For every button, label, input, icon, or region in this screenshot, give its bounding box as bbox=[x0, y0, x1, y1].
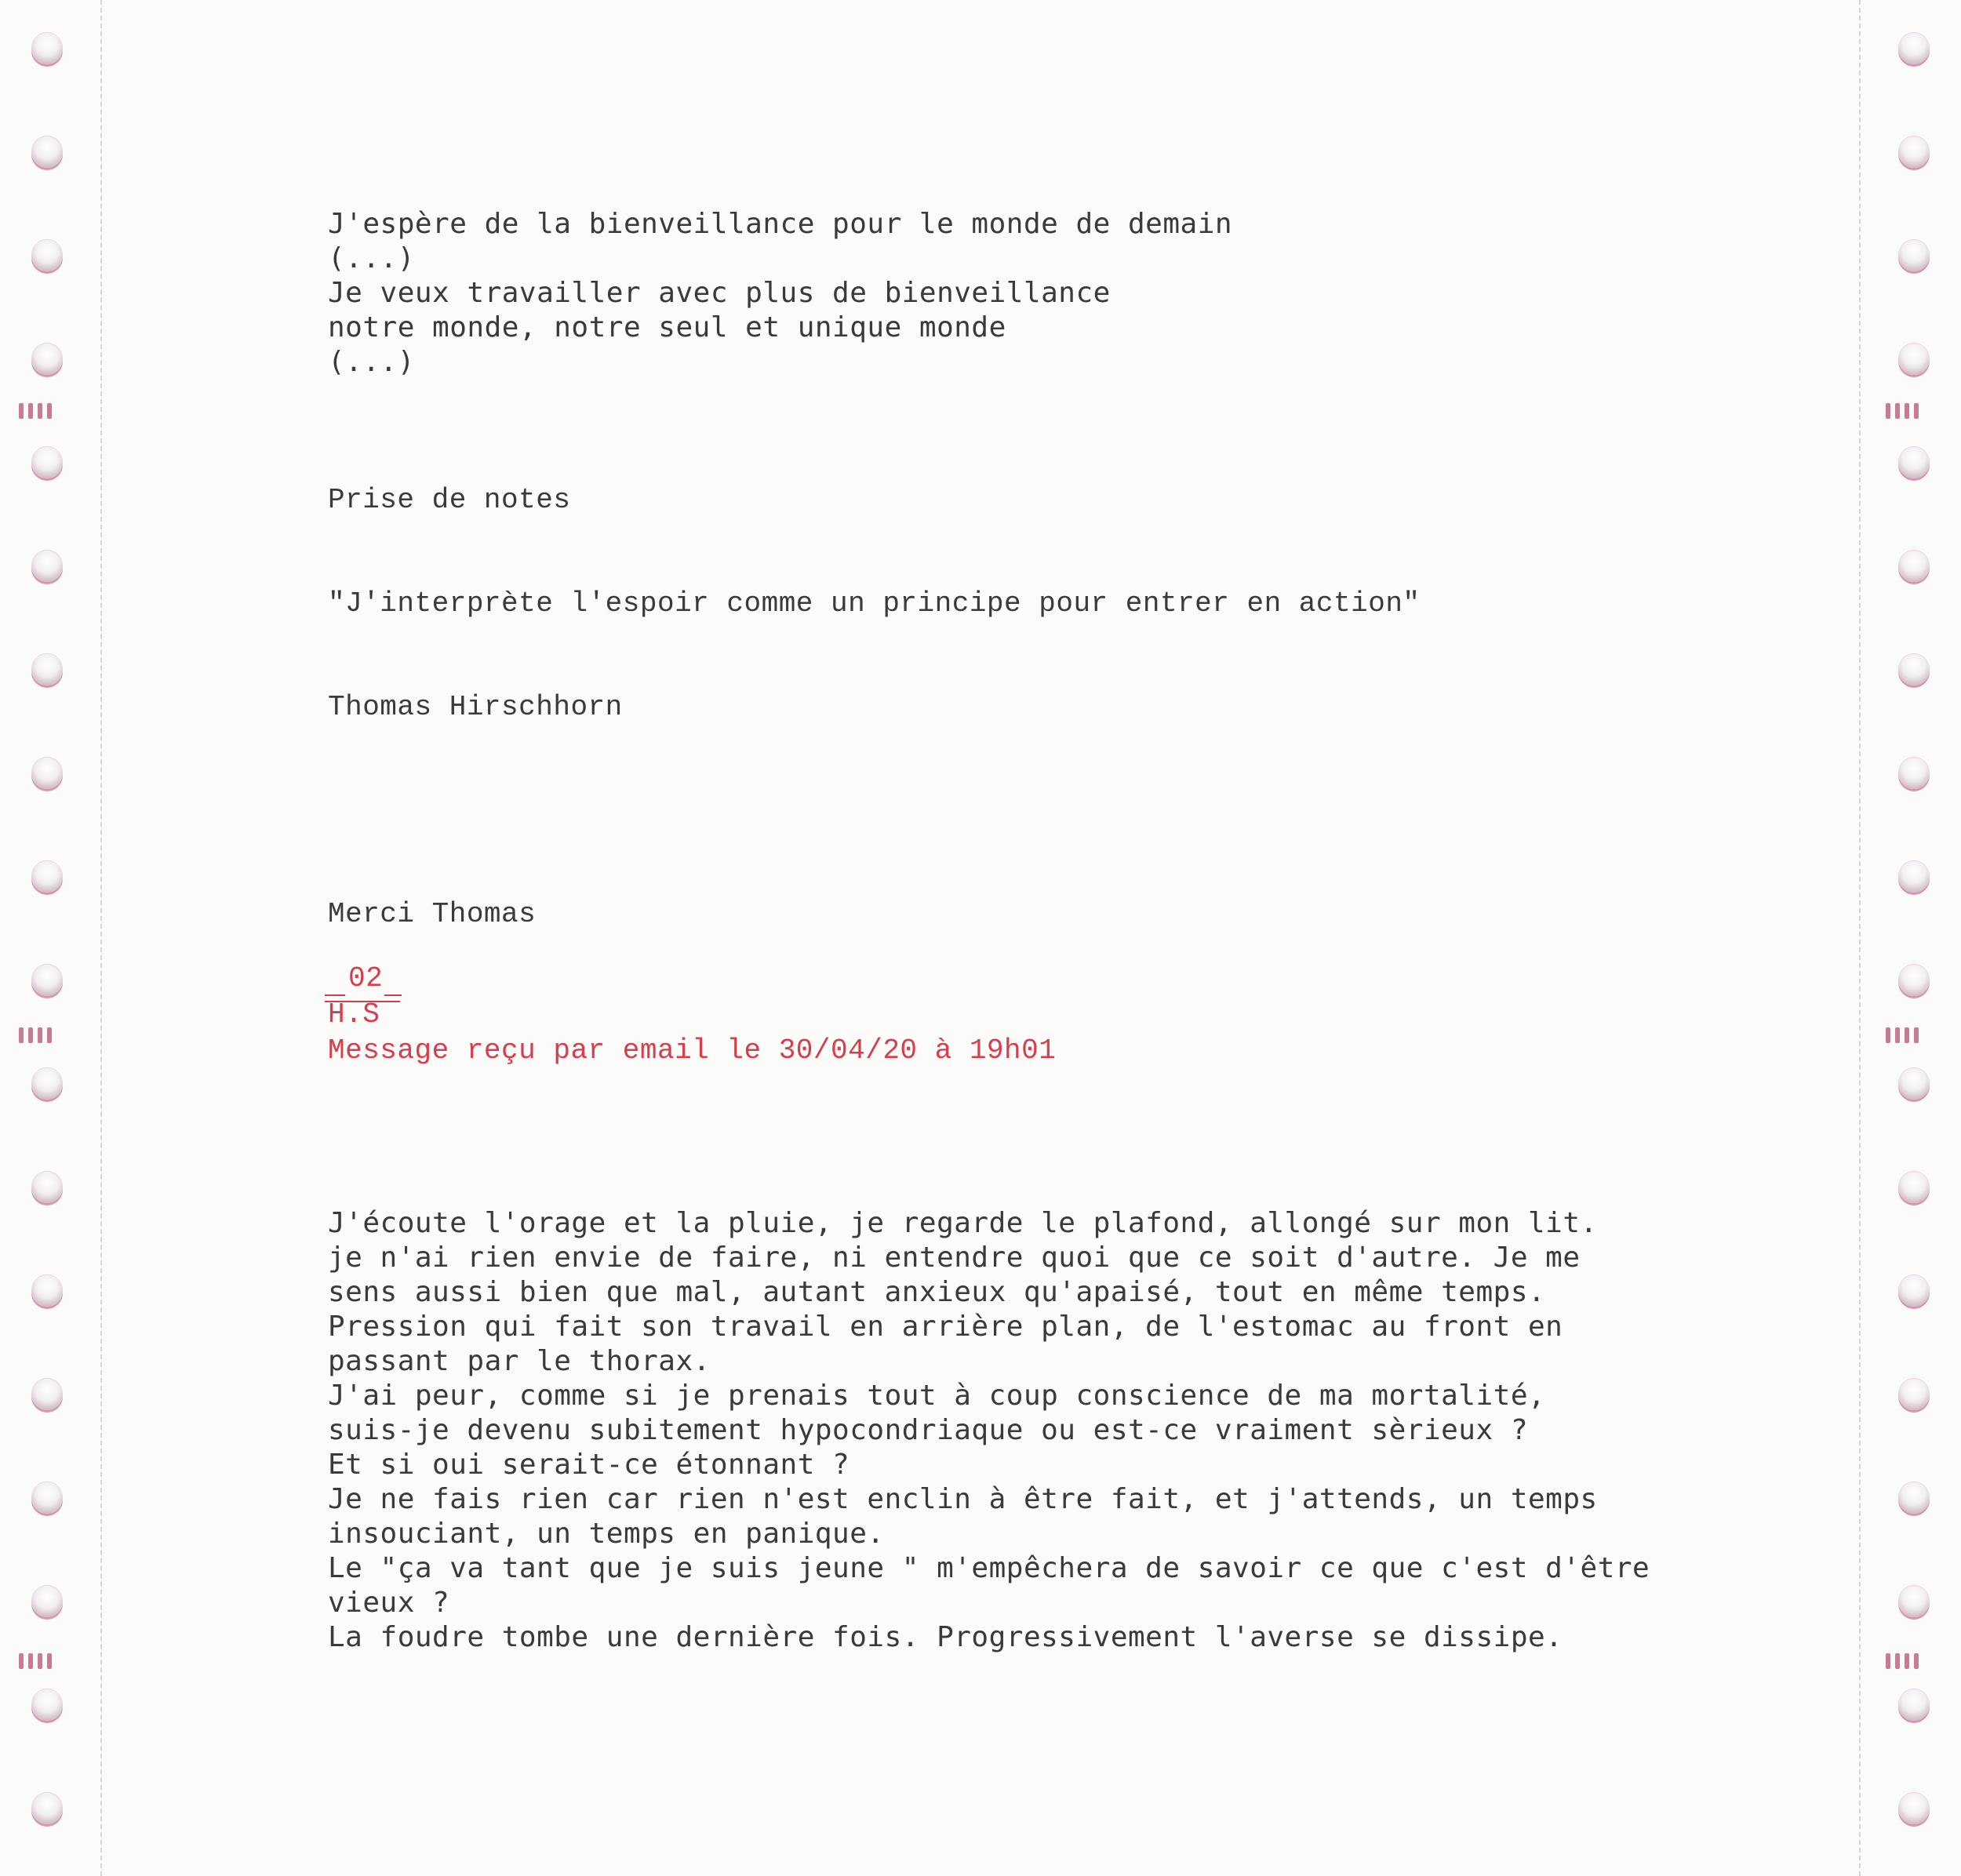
poem-line: (...) bbox=[328, 242, 415, 274]
page-fold-marks bbox=[1886, 1653, 1919, 1669]
notes-block bbox=[328, 414, 1421, 966]
notes-thanks: Merci Thomas bbox=[328, 898, 537, 930]
sprocket-hole bbox=[31, 1275, 63, 1307]
sprocket-hole bbox=[1898, 240, 1930, 271]
sprocket-hole bbox=[1898, 33, 1930, 64]
page-fold-marks bbox=[19, 1027, 52, 1043]
message-line: Je ne fais rien car rien n'est enclin à être fait, et j'attends, un temps bbox=[328, 1483, 1598, 1515]
message-line: La foudre tombe une dernière fois. Progressivement l'averse se dissipe. bbox=[328, 1621, 1563, 1653]
left-tractor-margin bbox=[0, 0, 102, 1876]
message-line: Pression qui fait son travail en arrière plan, de l'estomac au front en bbox=[328, 1311, 1563, 1343]
sprocket-hole bbox=[1898, 1172, 1930, 1203]
page-fold-marks bbox=[19, 403, 52, 419]
sprocket-hole bbox=[1898, 1689, 1930, 1721]
sprocket-hole bbox=[1898, 136, 1930, 168]
sprocket-hole bbox=[31, 1689, 63, 1721]
sprocket-hole bbox=[31, 240, 63, 271]
entry-number-rule-left bbox=[325, 994, 345, 996]
page-fold-marks bbox=[1886, 1027, 1919, 1043]
sprocket-hole bbox=[31, 1482, 63, 1514]
message-line: suis-je devenu subitement hypocondriaque ou est-ce vraiment sèrieux ? bbox=[328, 1414, 1528, 1446]
message-line: sens aussi bien que mal, autant anxieux qu'apaisé, tout en même temps. bbox=[328, 1276, 1546, 1308]
sprocket-hole bbox=[31, 1586, 63, 1617]
sprocket-hole bbox=[1898, 1379, 1930, 1410]
message-line: Et si oui serait-ce étonnant ? bbox=[328, 1449, 850, 1481]
notes-quote: "J'interprète l'espoir comme un principe pour entrer en action" bbox=[328, 587, 1421, 620]
sprocket-hole bbox=[31, 758, 63, 789]
message-line: je n'ai rien envie de faire, ni entendre quoi que ce soit d'autre. Je me bbox=[328, 1242, 1581, 1274]
sprocket-hole bbox=[31, 33, 63, 64]
sprocket-hole bbox=[31, 136, 63, 168]
poem-block bbox=[328, 207, 1232, 380]
poem-line: J'espère de la bienveillance pour le monde de demain bbox=[328, 208, 1233, 240]
sprocket-hole bbox=[31, 965, 63, 996]
sprocket-hole bbox=[31, 1172, 63, 1203]
notes-heading: Prise de notes bbox=[328, 484, 571, 516]
right-tractor-margin bbox=[1859, 0, 1961, 1876]
message-line: Le "ça va tant que je suis jeune " m'empêchera de savoir ce que c'est d'être bbox=[328, 1552, 1650, 1584]
message-line: insouciant, un temps en panique. bbox=[328, 1518, 885, 1550]
sprocket-hole bbox=[31, 861, 63, 893]
sprocket-hole bbox=[1898, 654, 1930, 685]
sprocket-hole bbox=[1898, 1068, 1930, 1100]
sprocket-hole bbox=[31, 447, 63, 478]
sprocket-hole bbox=[31, 344, 63, 375]
message-line: passant par le thorax. bbox=[328, 1345, 711, 1377]
sprocket-hole bbox=[31, 1379, 63, 1410]
sprocket-hole bbox=[1898, 551, 1930, 582]
message-line: vieux ? bbox=[328, 1587, 450, 1619]
poem-line: notre monde, notre seul et unique monde bbox=[328, 311, 1006, 344]
right-perforation-line bbox=[1859, 0, 1861, 1876]
page-fold-marks bbox=[19, 1653, 52, 1669]
notes-author: Thomas Hirschhorn bbox=[328, 691, 623, 723]
sprocket-hole bbox=[1898, 1793, 1930, 1824]
sprocket-hole bbox=[1898, 861, 1930, 893]
notes-spacer bbox=[328, 794, 1421, 828]
sprocket-hole bbox=[1898, 1275, 1930, 1307]
sprocket-hole bbox=[31, 1068, 63, 1100]
message-block bbox=[328, 1206, 1650, 1655]
entry-received-line: Message reçu par email le 30/04/20 à 19h01 bbox=[328, 1034, 1057, 1067]
sprocket-hole bbox=[1898, 965, 1930, 996]
sprocket-hole bbox=[31, 654, 63, 685]
sprocket-hole bbox=[1898, 447, 1930, 478]
poem-line: Je veux travailler avec plus de bienveillance bbox=[328, 277, 1111, 309]
message-line: J'ai peur, comme si je prenais tout à coup conscience de ma mortalité, bbox=[328, 1380, 1546, 1412]
sprocket-hole bbox=[31, 1793, 63, 1824]
poem-line: (...) bbox=[328, 346, 415, 378]
entry-number: 02 bbox=[348, 962, 384, 994]
sprocket-hole bbox=[1898, 344, 1930, 375]
message-line: J'écoute l'orage et la pluie, je regarde le plafond, allongé sur mon lit. bbox=[328, 1207, 1598, 1239]
left-perforation-line bbox=[100, 0, 102, 1876]
sprocket-hole bbox=[31, 551, 63, 582]
entry-number-rule-right bbox=[384, 994, 402, 996]
entry-initials: H.S bbox=[328, 998, 380, 1031]
sprocket-hole bbox=[1898, 1586, 1930, 1617]
page-fold-marks bbox=[1886, 403, 1919, 419]
sprocket-hole bbox=[1898, 1482, 1930, 1514]
sprocket-hole bbox=[1898, 758, 1930, 789]
